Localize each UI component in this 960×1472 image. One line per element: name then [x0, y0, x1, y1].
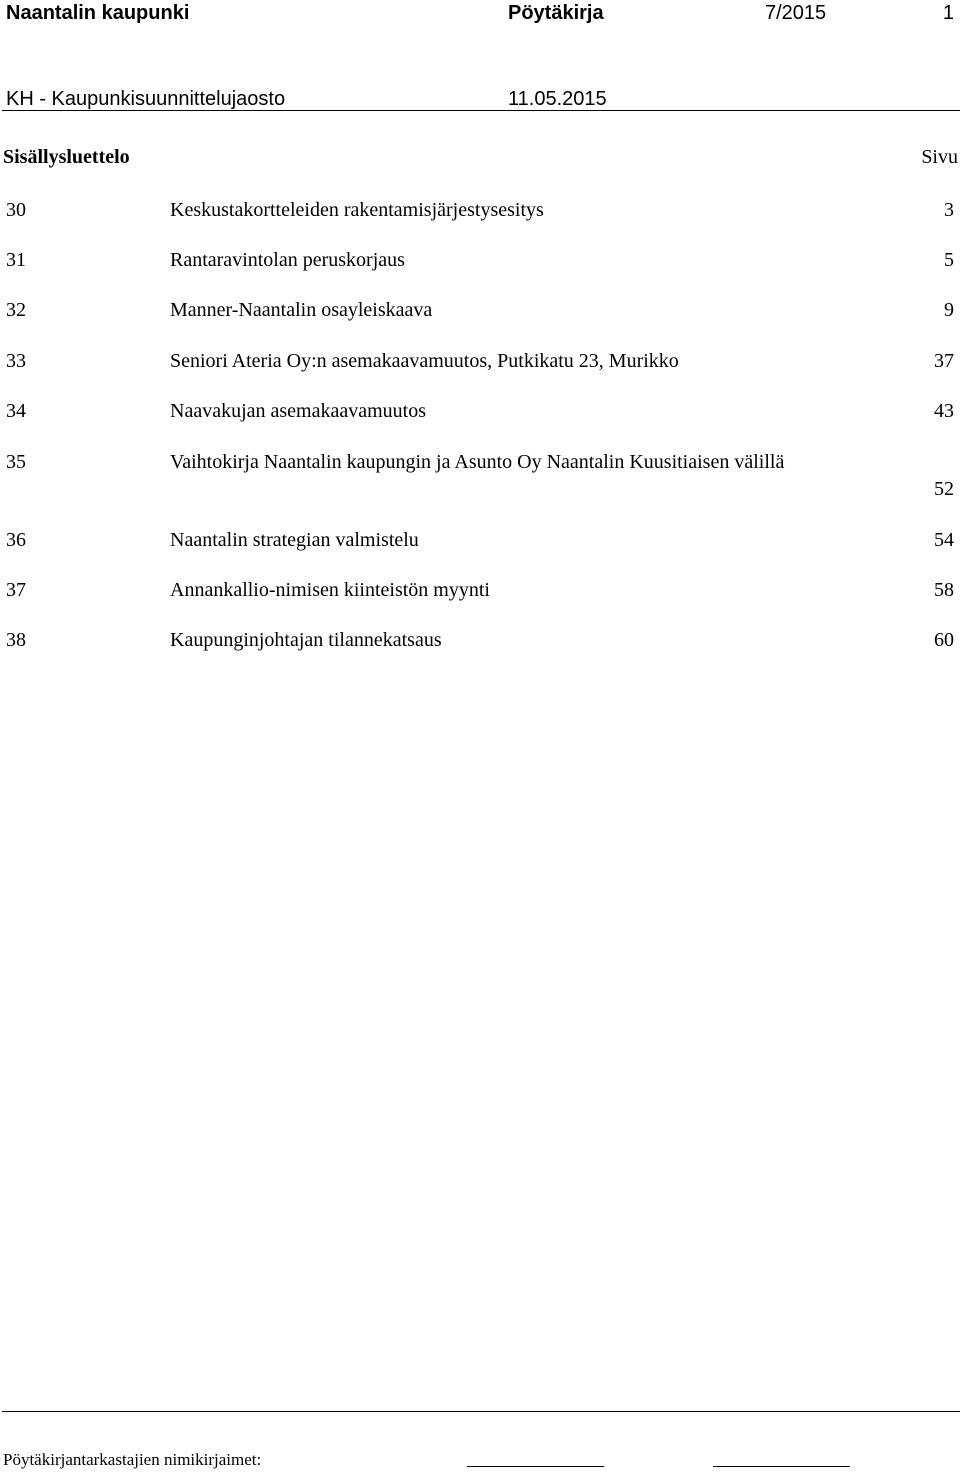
toc-item-title: Annankallio-nimisen kiinteistön myynti: [170, 579, 490, 601]
toc-item-number: 30: [6, 199, 26, 221]
toc-item-number: 34: [6, 400, 26, 422]
toc-item-number: 31: [6, 249, 26, 271]
toc-item-title: Vaihtokirja Naantalin kaupungin ja Asunto Oy Naantalin Kuusitiaisen välillä: [170, 451, 785, 473]
meeting-date: 11.05.2015: [508, 88, 607, 110]
toc-item-page: 3: [944, 199, 954, 221]
toc-item-number: 36: [6, 529, 26, 551]
toc-item-number: 37: [6, 579, 26, 601]
toc-item-title: Keskustakortteleiden rakentamisjärjestysesitys: [170, 199, 544, 221]
toc-item-title: Rantaravintolan peruskorjaus: [170, 249, 405, 271]
toc-item-page: 37: [934, 350, 954, 372]
header-divider: [2, 110, 960, 111]
toc-item-number: 32: [6, 299, 26, 321]
toc-page-heading: Sivu: [921, 146, 958, 168]
toc-item-number: 33: [6, 350, 26, 372]
signature-line-2: [713, 1466, 850, 1467]
signature-label: Pöytäkirjantarkastajien nimikirjaimet:: [3, 1450, 262, 1469]
toc-heading: Sisällysluettelo: [3, 146, 130, 168]
toc-item-page: 52: [934, 478, 954, 500]
toc-item-page: 60: [934, 629, 954, 651]
toc-item-title: Manner-Naantalin osayleiskaava: [170, 299, 433, 321]
toc-item-page: 5: [944, 249, 954, 271]
toc-item-title: Naavakujan asemakaavamuutos: [170, 400, 427, 422]
toc-item-title: Naantalin strategian valmistelu: [170, 529, 419, 551]
toc-item-page: 43: [934, 400, 954, 422]
document-type: Pöytäkirja: [508, 2, 604, 24]
organization-name: Naantalin kaupunki: [6, 2, 190, 24]
protocol-number: 7/2015: [765, 2, 827, 24]
toc-item-title: Seniori Ateria Oy:n asemakaavamuutos, Putkikatu 23, Murikko: [170, 350, 679, 372]
toc-item-page: 54: [934, 529, 954, 551]
signature-line-1: [467, 1466, 604, 1467]
toc-item-number: 38: [6, 629, 26, 651]
page-number: 1: [942, 2, 954, 24]
toc-item-page: 9: [944, 299, 954, 321]
toc-item-page: 58: [934, 579, 954, 601]
toc-item-number: 35: [6, 451, 26, 473]
footer-divider: [2, 1411, 960, 1412]
toc-item-title: Kaupunginjohtajan tilannekatsaus: [170, 629, 442, 651]
meeting-body: KH - Kaupunkisuunnittelujaosto: [6, 88, 286, 110]
